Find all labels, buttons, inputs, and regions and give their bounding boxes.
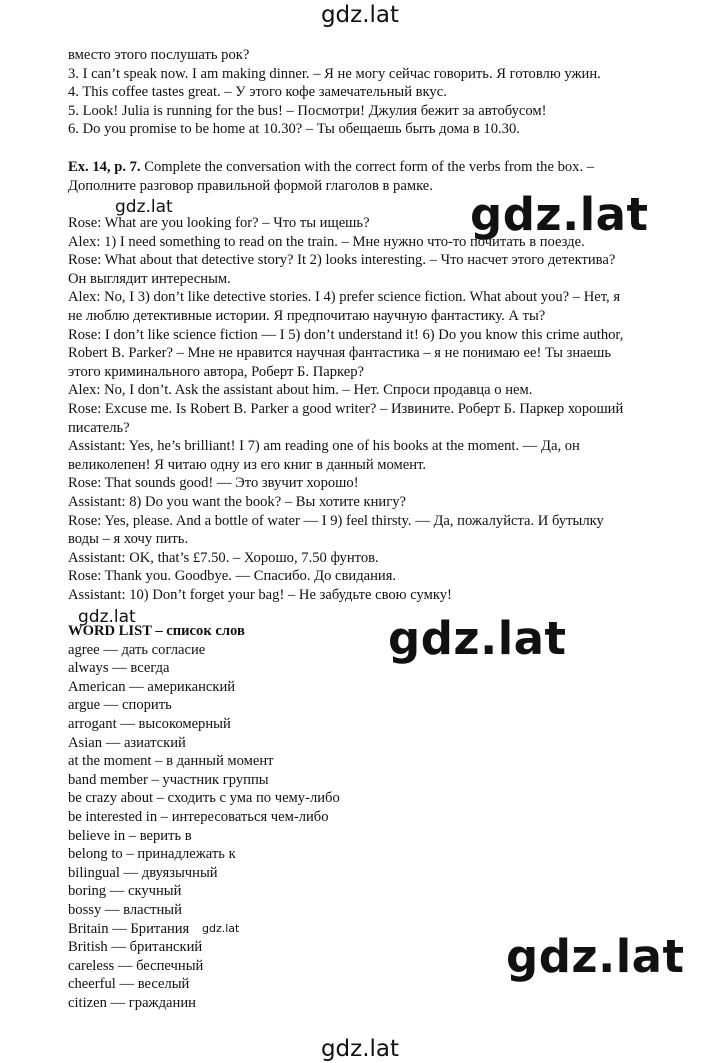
dialogue-line: Assistant: 8) Do you want the book? – Вы хотите книгу? — [68, 493, 406, 510]
dialogue-line: писатель? — [68, 419, 130, 436]
exercise-task-ru: Дополните разговор правильной формой глаголов в рамке. — [68, 177, 433, 194]
word-list-heading: WORD LIST – список слов — [68, 623, 245, 639]
watermark-large: gdz.lat — [470, 188, 649, 241]
watermark-tiny: gdz.lat — [202, 922, 240, 935]
word-list-item: Britain — Британия — [68, 920, 190, 937]
dialogue-block — [68, 214, 708, 604]
text-line: 6. Do you promise to be home at 10.30? – Ты обещаешь быть дома в 10.30. — [68, 121, 520, 138]
watermark-bottom: gdz.lat — [320, 1036, 400, 1062]
word-list-item: belong to – принадлежать к — [68, 846, 236, 863]
dialogue-line: Rose: Excuse me. Is Robert B. Parker a good writer? – Извините. Роберт Б. Паркер хороший — [68, 400, 624, 417]
word-list-item: at the moment – в данный момент — [68, 753, 274, 770]
word-list-item: band member – участник группы — [68, 771, 269, 788]
dialogue-line: Rose: I don’t like science fiction — I 5) don’t understand it! 6) Do you know this crime author, — [68, 326, 624, 343]
word-list — [68, 622, 708, 1012]
word-list-item: citizen — гражданин — [68, 994, 196, 1011]
dialogue-line: Assistant: OK, that’s £7.50. – Хорошо, 7.50 фунтов. — [68, 549, 379, 566]
dialogue-line: Alex: No, I 3) don’t like detective stories. I 4) prefer science fiction. What about you? – Нет, я — [68, 289, 621, 306]
exercise-task: Complete the conversation with the correct form of the verbs from the box. – — [140, 159, 595, 175]
watermark-small: gdz.lat — [78, 607, 136, 627]
word-list-item: American — американский — [68, 678, 236, 695]
dialogue-line: Rose: What about that detective story? It 2) looks interesting. – Что насчет этого детектива? — [68, 252, 616, 269]
word-list-item: believe in – верить в — [68, 827, 192, 844]
word-list-item: bilingual — двуязычный — [68, 864, 218, 881]
word-list-item: be interested in – интересоваться чем-либо — [68, 808, 329, 825]
text-line: 5. Look! Julia is running for the bus! – Посмотри! Джулия бежит за автобусом! — [68, 102, 547, 119]
dialogue-line: этого криминального автора, Роберт Б. Паркер? — [68, 363, 364, 380]
word-list-item: careless — беспечный — [68, 957, 204, 974]
word-list-item: always — всегда — [68, 660, 170, 677]
dialogue-line: Rose: Yes, please. And a bottle of water — I 9) feel thirsty. — Да, пожалуйста. И бутылку — [68, 512, 604, 529]
word-list-item: agree — дать согласие — [68, 641, 206, 658]
dialogue-line: Rose: That sounds good! — Это звучит хорошо! — [68, 475, 359, 492]
exercise-heading: Ex. 14, p. 7. — [68, 159, 141, 175]
word-list-item: bossy — властный — [68, 901, 182, 918]
dialogue-line: воды – я хочу пить. — [68, 531, 189, 548]
word-list-item: argue — спорить — [68, 697, 172, 714]
text-line: 3. I can’t speak now. I am making dinner. – Я не могу сейчас говорить. Я готовлю ужин. — [68, 65, 601, 82]
word-list-item: Asian — азиатский — [68, 734, 186, 751]
watermark-top: gdz.lat — [320, 2, 400, 28]
word-list-item: cheerful — веселый — [68, 976, 190, 993]
word-list-item: be crazy about – сходить с ума по чему-либо — [68, 790, 340, 807]
dialogue-line: Alex: No, I don’t. Ask the assistant about him. – Нет. Спроси продавца о нем. — [68, 382, 533, 399]
text-line: вместо этого послушать рок? — [68, 47, 250, 63]
dialogue-line: не люблю детективные истории. Я предпочитаю научную фантастику. А ты? — [68, 307, 546, 324]
dialogue-line: Assistant: Yes, he’s brilliant! I 7) am reading one of his books at the moment. — Да, он — [68, 438, 580, 455]
watermark-small: gdz.lat — [115, 197, 173, 217]
word-list-item: arrogant — высокомерный — [68, 715, 231, 732]
dialogue-line: Assistant: 10) Don’t forget your bag! – Не забудьте свою сумку! — [68, 586, 452, 603]
dialogue-line: Alex: 1) I need something to read on the train. – Мне нужно что-то почитать в поезде. — [68, 233, 585, 250]
watermark-large: gdz.lat — [388, 612, 567, 665]
dialogue-line: Rose: Thank you. Goodbye. — Спасибо. До свидания. — [68, 568, 397, 585]
dialogue-line: великолепен! Я читаю одну из его книг в данный момент. — [68, 456, 427, 473]
dialogue-line: Rose: What are you looking for? – Что ты ищешь? — [68, 215, 370, 231]
top-text-block — [68, 46, 708, 139]
text-line: 4. This coffee tastes great. – У этого кофе замечательный вкус. — [68, 84, 447, 101]
word-list-item: British — британский — [68, 939, 203, 956]
dialogue-line: Он выглядит интересным. — [68, 270, 231, 287]
word-list-item: boring — скучный — [68, 883, 182, 900]
watermark-large: gdz.lat — [506, 930, 685, 983]
dialogue-line: Robert B. Parker? – Мне не нравится научная фантастика – я не понимаю ее! Ты знаешь — [68, 345, 612, 362]
exercise-block — [68, 158, 708, 195]
exercise-title — [68, 158, 708, 177]
